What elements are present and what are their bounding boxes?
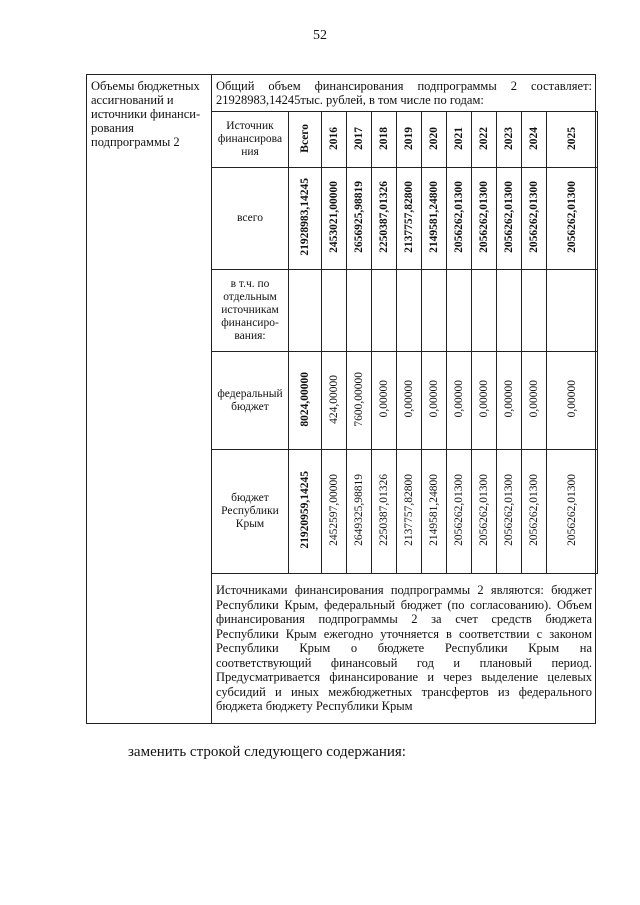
value-cell — [372, 270, 397, 352]
value-cell — [347, 168, 372, 270]
header-label: 2021 — [453, 126, 465, 150]
header-cell — [472, 112, 497, 168]
value-cell — [322, 270, 347, 352]
financing-sources-text — [216, 583, 592, 714]
value-text: 2250387,01326 — [378, 474, 390, 546]
text-line: Предусматривается финансирование и через выделение целевых — [216, 670, 592, 684]
header-cell — [397, 112, 422, 168]
intro-line-1: Общий объем финансирования подпрограммы 2 составляет: — [216, 79, 592, 93]
header-label: 2018 — [378, 126, 390, 150]
value-text: 2137757,82800 — [403, 474, 415, 546]
value-cell — [397, 270, 422, 352]
table-row-crimea — [212, 450, 598, 574]
value-cell — [289, 270, 322, 352]
value-cell — [322, 168, 347, 270]
value-cell — [372, 352, 397, 450]
header-label: 2024 — [528, 126, 540, 150]
value-cell — [322, 450, 347, 574]
text-line: соответствующий финансовый год и плановый период. — [216, 655, 592, 670]
header-cell — [522, 112, 547, 168]
header-source-cell: Источник финансирова ния — [212, 112, 289, 168]
value-cell — [289, 168, 322, 270]
value-text: 2056262,01300 — [453, 181, 465, 253]
table-row-federal — [212, 352, 598, 450]
value-text: 0,00000 — [528, 380, 540, 418]
value-text: 0,00000 — [403, 380, 415, 418]
text-line: бюджета бюджету Республики Крым — [216, 699, 413, 713]
value-text: 21928983,14245 — [299, 178, 311, 256]
value-cell — [397, 450, 422, 574]
value-cell — [497, 168, 522, 270]
value-text: 2056262,01300 — [528, 181, 540, 253]
value-text: 8024,00000 — [299, 371, 311, 427]
value-text: 2149581,24800 — [428, 181, 440, 253]
header-label: 2017 — [353, 126, 365, 150]
text-line: Республики Крым ежегодно уточняется в соответствии с законом — [216, 626, 592, 641]
value-cell — [447, 168, 472, 270]
value-cell — [422, 450, 447, 574]
text-line: Республики Крым о бюджете Республики Крым на — [216, 641, 592, 655]
value-text: 2056262,01300 — [566, 181, 578, 253]
value-cell — [347, 352, 372, 450]
value-cell — [472, 168, 497, 270]
value-cell — [522, 352, 547, 450]
financing-intro — [216, 79, 592, 107]
value-text: 21920959,14245 — [299, 471, 311, 549]
value-text: 2649325,98819 — [353, 474, 365, 546]
value-text: 0,00000 — [453, 380, 465, 418]
value-cell — [289, 352, 322, 450]
value-cell — [447, 270, 472, 352]
passport-table — [86, 74, 596, 724]
header-cell — [347, 112, 372, 168]
header-label: Всего — [299, 123, 311, 153]
value-cell — [447, 352, 472, 450]
value-text: 0,00000 — [566, 380, 578, 418]
value-text: 2453021,00000 — [328, 181, 340, 253]
value-cell — [447, 450, 472, 574]
value-cell — [522, 270, 547, 352]
text-line: субсидий и иных межбюджетных трансфертов из федерального — [216, 684, 592, 699]
header-label: 2020 — [428, 126, 440, 150]
table-header-row — [212, 112, 598, 168]
value-text: 2056262,01300 — [478, 181, 490, 253]
value-text: 2250387,01326 — [378, 181, 390, 253]
value-cell — [422, 352, 447, 450]
financing-table — [211, 111, 598, 574]
header-cell — [497, 112, 522, 168]
header-cell — [547, 112, 598, 168]
value-text: 424,00000 — [328, 374, 340, 424]
value-cell — [347, 270, 372, 352]
header-label: 2019 — [403, 126, 415, 150]
value-cell — [347, 450, 372, 574]
page-number: 52 — [313, 28, 327, 43]
value-text: 7600,00000 — [353, 371, 365, 427]
value-text: 0,00000 — [503, 380, 515, 418]
value-text: 2137757,82800 — [403, 181, 415, 253]
value-cell — [422, 168, 447, 270]
header-label: 2025 — [566, 126, 578, 150]
value-text: 2056262,01300 — [503, 474, 515, 546]
header-cell — [372, 112, 397, 168]
header-cell — [422, 112, 447, 168]
value-text: 2056262,01300 — [478, 474, 490, 546]
value-cell — [497, 450, 522, 574]
header-cell — [289, 112, 322, 168]
value-cell — [372, 168, 397, 270]
value-cell — [372, 450, 397, 574]
header-cell — [447, 112, 472, 168]
value-text: 2149581,24800 — [428, 474, 440, 546]
value-text: 2056262,01300 — [528, 474, 540, 546]
header-cell — [322, 112, 347, 168]
value-cell — [522, 450, 547, 574]
value-cell — [472, 352, 497, 450]
value-text: 0,00000 — [378, 380, 390, 418]
header-label: 2016 — [328, 126, 340, 150]
value-text: 0,00000 — [428, 380, 440, 418]
row-label: Объемы бюджетных ассигнований и источники финанси-рования подпрограммы 2 — [91, 79, 201, 149]
value-cell — [547, 168, 598, 270]
value-text: 2452597,00000 — [328, 474, 340, 546]
replacement-caption: заменить строкой следующего содержания: — [128, 744, 406, 760]
value-cell — [472, 270, 497, 352]
row-label-cell: в т.ч. по отдельным источникам финансиро-вания: — [212, 270, 289, 352]
value-cell — [472, 450, 497, 574]
row-label-cell: всего — [212, 168, 289, 270]
header-label: 2022 — [478, 126, 490, 150]
value-cell — [397, 168, 422, 270]
value-cell — [422, 270, 447, 352]
value-cell — [522, 168, 547, 270]
value-text: 2656925,98819 — [353, 181, 365, 253]
value-cell — [497, 270, 522, 352]
text-line: Республики Крым, федеральный бюджет (по согласованию). Объем — [216, 597, 592, 612]
value-text: 2056262,01300 — [453, 474, 465, 546]
value-text: 0,00000 — [478, 380, 490, 418]
text-line: финансирования подпрограммы 2 за счет средств бюджета — [216, 612, 592, 626]
row-label-cell: бюджет Республики Крым — [212, 450, 289, 574]
value-cell — [497, 352, 522, 450]
value-cell — [547, 270, 598, 352]
value-cell — [547, 450, 598, 574]
table-row-breakdown — [212, 270, 598, 352]
table-row-total — [212, 168, 598, 270]
intro-line-2: 21928983,14245тыс. рублей, в том числе по годам: — [216, 93, 484, 107]
value-cell — [289, 450, 322, 574]
value-cell — [547, 352, 598, 450]
value-text: 2056262,01300 — [503, 181, 515, 253]
value-cell — [397, 352, 422, 450]
row-label-cell: федеральный бюджет — [212, 352, 289, 450]
header-label: 2023 — [503, 126, 515, 150]
value-text: 2056262,01300 — [566, 474, 578, 546]
value-cell — [322, 352, 347, 450]
text-line: Источниками финансирования подпрограммы 2 являются: бюджет — [216, 583, 592, 597]
